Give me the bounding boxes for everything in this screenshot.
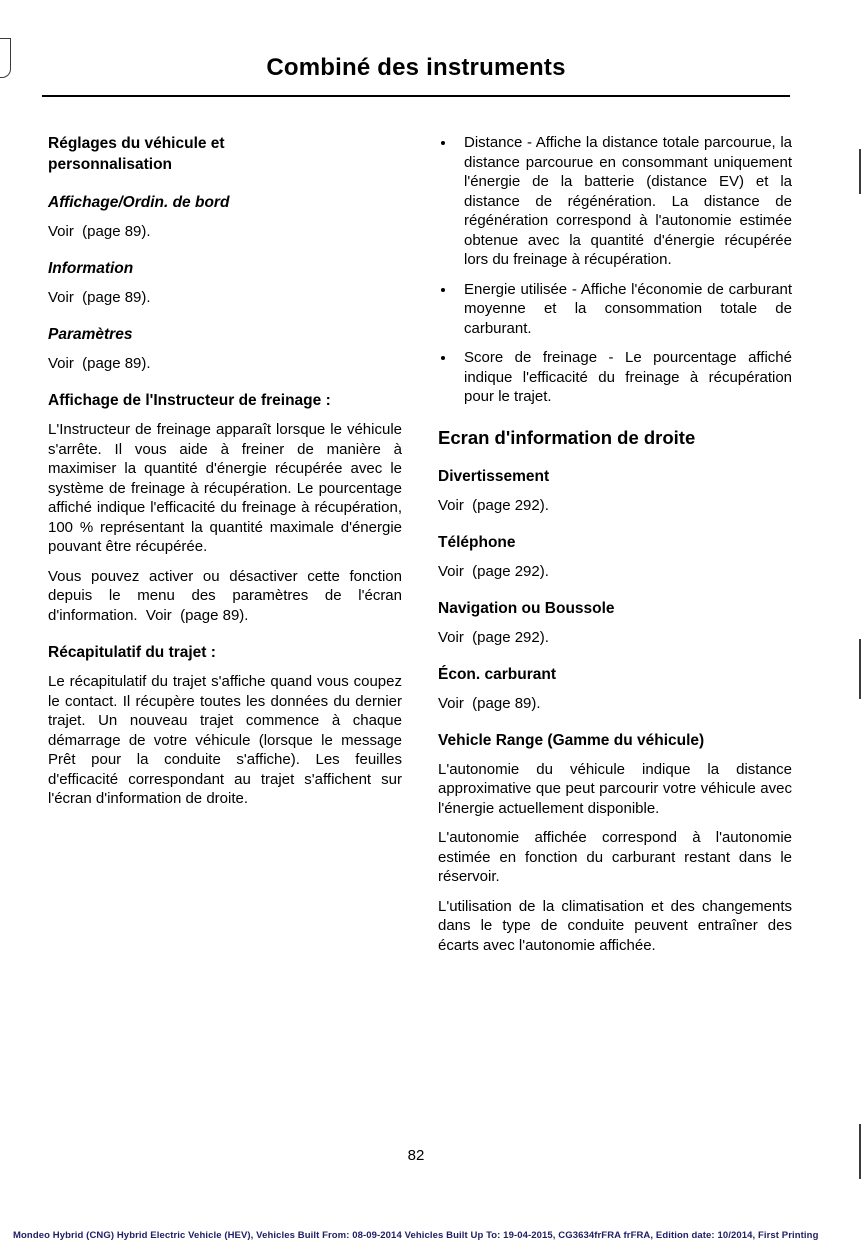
list-item (438, 348, 792, 407)
heading-trip-summary: Récapitulatif du trajet : (48, 644, 216, 661)
cross-reference: Voir (page 89). (438, 694, 541, 712)
cross-reference: Voir (page 89). (48, 223, 151, 240)
list-item (438, 280, 792, 339)
list-item (438, 133, 792, 270)
bullet-text-energy-used: Energie utilisée - Affiche l'économie de carburant moyenne et la consommation totale de carburant. (464, 280, 792, 337)
heading-vehicle-range: Vehicle Range (Gamme du véhicule) (438, 731, 705, 749)
corner-registration-mark (0, 38, 11, 78)
left-column (48, 133, 402, 965)
bullet-text-brake-score: Score de freinage - Le pourcentage affiché indique l'efficacité du freinage à récupération pour le trajet. (464, 349, 792, 405)
cross-reference: Voir (page 292). (438, 628, 549, 646)
heading-fuel-economy: Écon. carburant (438, 665, 556, 683)
footer-imprint: Mondeo Hybrid (CNG) Hybrid Electric Vehicle (HEV), Vehicles Built From: 08-09-2014 Vehicles Built Up To: 19-04-2015, CG3634frFRA frFRA, Edition date: 10/2014, First Printing (13, 1230, 819, 1241)
bullet-icon (438, 348, 464, 407)
page-number: 82 (407, 1147, 425, 1164)
page-title: Combiné des instruments (266, 54, 566, 81)
heading-vehicle-settings: Réglages du véhicule et personnalisation (48, 135, 225, 173)
paragraph-trip-summary: Le récapitulatif du trajet s'affiche quand vous coupez le contact. Il récupère toutes les données du dernier trajet. Un nouveau trajet commence à chaque démarrage de votre véhicule (lorsque le message Prêt pour la conduite s'affiche). Les feuilles d'efficacité correspondant au trajet s'affichent sur l'écran d'information de droite. (48, 673, 402, 807)
heading-brake-coach: Affichage de l'Instructeur de freinage : (48, 392, 331, 409)
heading-display-trip-computer: Affichage/Ordin. de bord (48, 194, 230, 211)
paragraph-vehicle-range-1: L'autonomie du véhicule indique la distance approximative que peut parcourir votre véhicule avec l'énergie actuellement disponible. (438, 760, 792, 817)
bullet-text-distance: Distance - Affiche la distance totale parcourue, la distance parcourue en consommant uniquement l'énergie de la batterie (distance EV) et la distance de régénération. La distance de régénération correspond à l'autonomie estimée obtenue avec la quantité d'énergie récupérée lors du freinage à récupération. (464, 134, 792, 268)
heading-information: Information (48, 260, 134, 277)
paragraph-vehicle-range-3: L'utilisation de la climatisation et des changements dans le type de conduite peuvent entraîner des écarts avec l'autonomie affichée. (438, 897, 792, 954)
page-columns (48, 133, 861, 965)
bullet-icon (438, 133, 464, 270)
bullet-icon (438, 280, 464, 339)
heading-phone: Téléphone (438, 533, 516, 551)
paragraph-vehicle-range-2: L'autonomie affichée correspond à l'autonomie estimée en fonction du carburant restant dans le réservoir. (438, 829, 792, 885)
cross-reference: Voir (page 292). (438, 496, 549, 514)
cross-reference: Voir (page 292). (438, 562, 549, 580)
cross-reference: Voir (page 89). (48, 355, 151, 372)
heading-parameters: Paramètres (48, 326, 133, 343)
trip-summary-bullet-list (438, 133, 792, 407)
title-rule (42, 95, 790, 97)
right-column (438, 133, 792, 965)
paragraph-brake-coach-2: Vous pouvez activer ou désactiver cette fonction depuis le menu des paramètres de l'écran d'information. Voir (page 89). (48, 567, 402, 624)
heading-navigation-compass: Navigation ou Boussole (438, 599, 615, 617)
cross-reference: Voir (page 89). (48, 289, 151, 306)
heading-entertainment: Divertissement (438, 467, 550, 485)
paragraph-brake-coach-1: L'Instructeur de freinage apparaît lorsque le véhicule s'arrête. Il vous aide à freiner de manière à maximiser la quantité d'énergie récupérée avec le système de freinage à récupération. Le pourcentage affiché indique l'efficacité du freinage à récupération, 100 % représentant la quantité maximale d'énergie pouvant être récupérée. (48, 421, 402, 555)
heading-right-information-display: Ecran d'information de droite (438, 426, 696, 448)
